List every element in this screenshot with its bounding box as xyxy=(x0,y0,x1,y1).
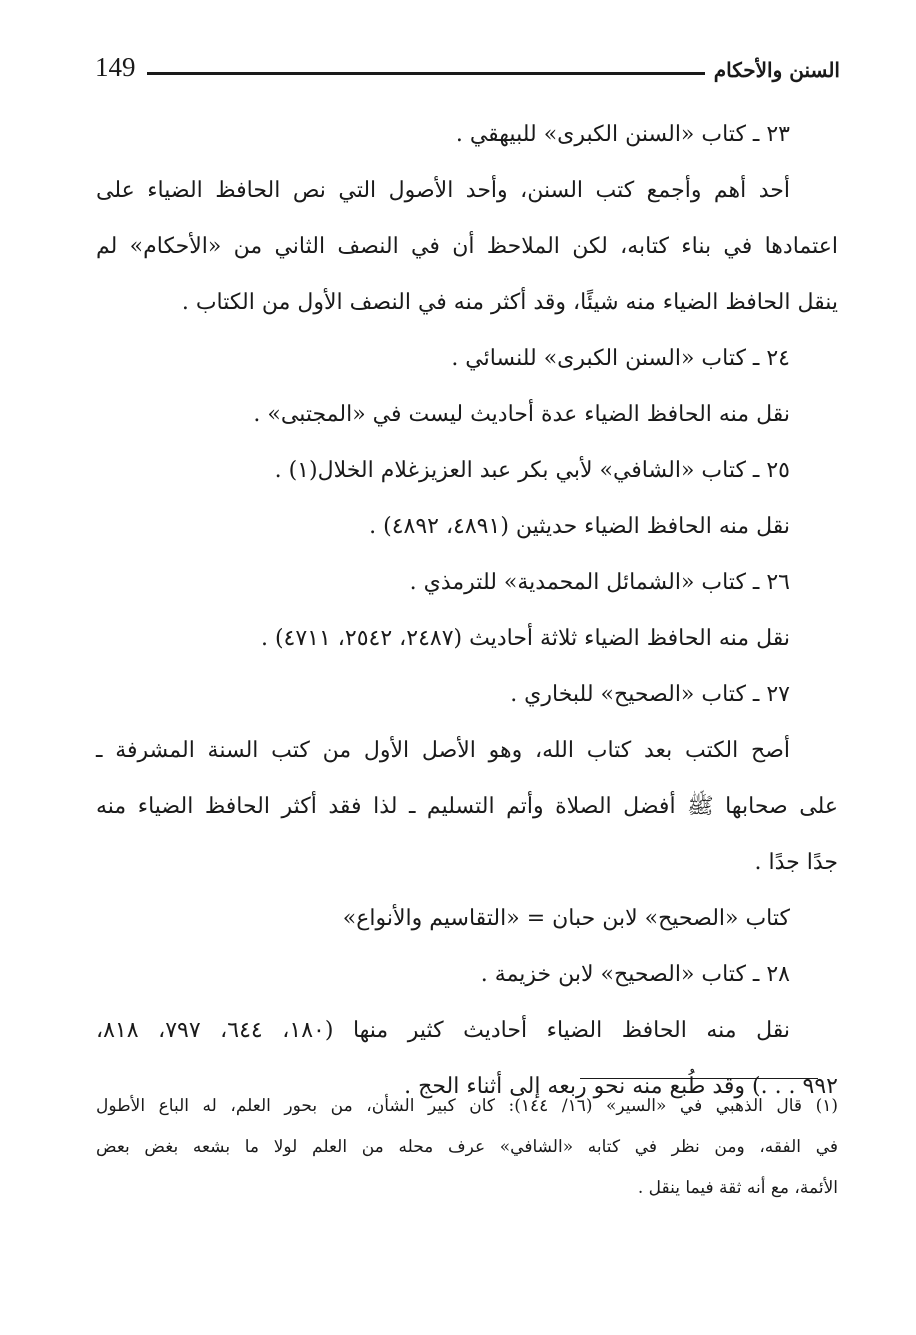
paragraph-line: على صحابها ﷺ أفضل الصلاة وأتم التسليم ـ لذا فقد أكثر الحافظ الضياء منه xyxy=(96,794,838,819)
paragraph-line: نقل منه الحافظ الضياء أحاديث كثير منها (١٨٠، ٦٤٤، ٧٩٧، ٨١٨، xyxy=(96,1018,791,1043)
paragraph-line: ينقل الحافظ الضياء منه شيئًا، وقد أكثر منه في النصف الأول من الكتاب . xyxy=(181,290,838,315)
entry-heading: ٢٤ ـ كتاب «السنن الكبرى» للنسائي . xyxy=(451,346,790,371)
paragraph-line: أحد أهم وأجمع كتب السنن، وأحد الأصول التي نص الحافظ الضياء على xyxy=(96,178,790,203)
paragraph-line: نقل منه الحافظ الضياء عدة أحاديث ليست في «المجتبى» . xyxy=(253,402,790,427)
footnote-rule xyxy=(580,1078,818,1079)
entry-heading: ٢٣ ـ كتاب «السنن الكبرى» للبيهقي . xyxy=(455,122,790,147)
paragraph-line: ٩٩٢ . . .) وقد طُبع منه نحو ربعه إلى أثناء الحج . xyxy=(404,1074,838,1099)
running-title: السنن والأحكام xyxy=(713,58,840,82)
footnote-line: الأئمة، مع أنه ثقة فيما ينقل . xyxy=(637,1178,838,1198)
paragraph-line: اعتمادها في بناء كتابه، لكن الملاحظ أن في النصف الثاني من «الأحكام» لم xyxy=(96,234,838,259)
main-text xyxy=(96,120,838,1128)
paragraph-line: جدًا جدًا . xyxy=(754,850,838,875)
entry-heading: ٢٥ ـ كتاب «الشافي» لأبي بكر عبد العزيزغلام الخلال(١) . xyxy=(274,458,790,483)
footnotes xyxy=(96,1094,838,1217)
footnote-line: (١) قال الذهبي في «السير» (١٦/ ١٤٤): كان كبير الشأن، من بحور العلم، له الباع الأطول xyxy=(96,1096,838,1116)
entry-heading: ٢٧ ـ كتاب «الصحيح» للبخاري . xyxy=(510,682,790,707)
page-header xyxy=(95,52,840,92)
header-rule xyxy=(147,72,705,75)
entry-heading: ٢٦ ـ كتاب «الشمائل المحمدية» للترمذي . xyxy=(409,570,790,595)
paragraph-line: نقل منه الحافظ الضياء حديثين (٤٨٩١، ٤٨٩٢) . xyxy=(369,514,790,539)
footnote-line: في الفقه، ومن نظر في كتابه «الشافي» عرف محله من العلم لولا ما بشعه بغض بعض xyxy=(96,1137,838,1157)
entry-heading: ٢٨ ـ كتاب «الصحيح» لابن خزيمة . xyxy=(480,962,790,987)
paragraph-line: أصح الكتب بعد كتاب الله، وهو الأصل الأول من كتب السنة المشرفة ـ xyxy=(96,738,790,763)
page-number: 149 xyxy=(95,52,136,82)
paragraph-line: نقل منه الحافظ الضياء ثلاثة أحاديث (٢٤٨٧، ٢٥٤٢، ٤٧١١) . xyxy=(260,626,790,651)
entry-heading: كتاب «الصحيح» لابن حبان = «التقاسيم والأنواع» xyxy=(342,906,790,931)
